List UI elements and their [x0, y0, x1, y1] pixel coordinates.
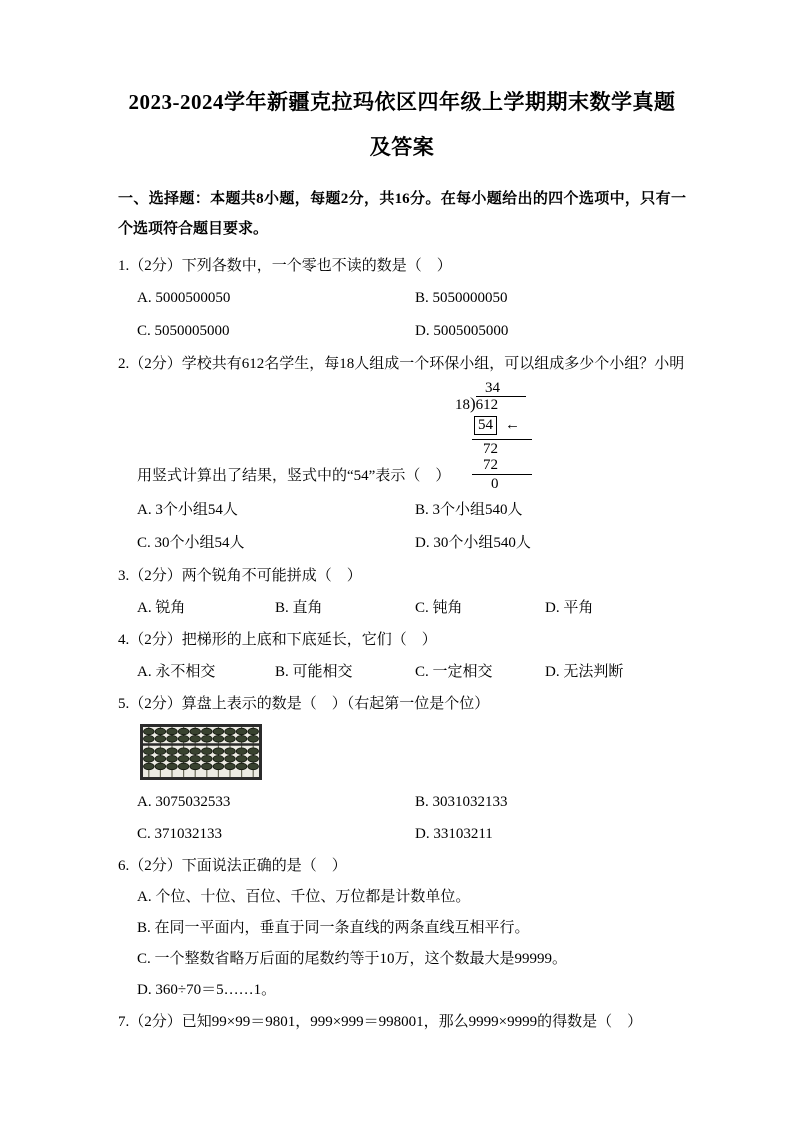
division-product2: 72	[483, 457, 498, 473]
question-5-option-a: A. 3075032533	[137, 794, 231, 810]
question-1-option-c: C. 5050005000	[137, 323, 230, 339]
question-3-option-a: A. 锐角	[137, 600, 186, 616]
question-5-option-d: D. 33103211	[415, 826, 493, 842]
question-1-option-a: A. 5000500050	[137, 290, 231, 306]
question-2-options	[118, 494, 686, 560]
question-6	[118, 850, 686, 1006]
question-4-option-b: B. 可能相交	[275, 664, 353, 680]
question-6-option-a: A. 个位、十位、百位、千位、万位都是计数单位。	[137, 889, 471, 905]
question-1-stem: 1.（2分）下列各数中，一个零也不读的数是（ ）	[118, 258, 452, 274]
question-3-options	[118, 592, 686, 624]
question-4	[118, 624, 686, 688]
question-6-option-c: C. 一个整数省略万后面的尾数约等于10万，这个数最大是99999。	[137, 951, 568, 967]
question-5	[118, 688, 686, 850]
question-6-option-d: D. 360÷70＝5……1。	[137, 982, 277, 998]
section-heading: 一、选择题：本题共8小题，每题2分，共16分。在每小题给出的四个选项中，只有一个选项符合题目要求。	[118, 191, 686, 237]
question-5-stem: 5.（2分）算盘上表示的数是（ ）（右起第一位是个位）	[118, 696, 490, 712]
question-6-options	[118, 882, 686, 1006]
question-4-option-c: C. 一定相交	[415, 664, 493, 680]
question-1	[118, 250, 686, 348]
question-4-stem: 4.（2分）把梯形的上底和下底延长，它们（ ）	[118, 632, 437, 648]
question-4-options	[118, 656, 686, 688]
division-line	[472, 474, 532, 475]
division-row	[455, 396, 526, 413]
left-arrow-icon: ←	[505, 417, 520, 433]
title-line-2: 及答案	[369, 135, 435, 159]
question-4-option-a: A. 永不相交	[137, 664, 216, 680]
question-5-option-c: C. 371032133	[137, 826, 223, 842]
title-line-1: 2023-2024学年新疆克拉玛依区四年级上学期期末数学真题	[128, 90, 676, 114]
question-2-stem-continued: 用竖式计算出了结果，竖式中的“54”表示（ ）	[137, 468, 451, 484]
division-bracket: )	[470, 394, 476, 413]
question-2-option-c: C. 30个小组54人	[137, 535, 245, 551]
abacus-image	[140, 724, 262, 780]
division-step1-boxed: 54	[474, 416, 497, 435]
question-6-stem: 6.（2分）下面说法正确的是（ ）	[118, 858, 347, 874]
division-quotient: 34	[485, 380, 500, 396]
question-2-option-b: B. 3个小组540人	[415, 502, 523, 518]
question-6-option-b: B. 在同一平面内，垂直于同一条直线的两条直线互相平行。	[137, 920, 530, 936]
question-7	[118, 1006, 686, 1038]
question-1-option-d: D. 5005005000	[415, 323, 509, 339]
division-divisor: 18	[455, 397, 470, 413]
question-4-option-d: D. 无法判断	[545, 664, 624, 680]
question-3	[118, 560, 686, 624]
question-2	[118, 348, 686, 560]
question-7-stem: 7.（2分）已知99×99＝9801，999×999＝998001，那么9999×9999的得数是（ ）	[118, 1014, 643, 1030]
question-5-options	[118, 786, 686, 850]
page-title	[118, 80, 686, 170]
question-1-options	[118, 282, 686, 348]
question-3-option-b: B. 直角	[275, 600, 323, 616]
question-5-option-b: B. 3031032133	[415, 794, 508, 810]
question-2-stem: 2.（2分）学校共有612名学生，每18人组成一个环保小组，可以组成多少个小组？小明	[118, 356, 685, 372]
abacus-figure	[140, 724, 686, 780]
question-1-option-b: B. 5050000050	[415, 290, 508, 306]
division-dividend: 612	[476, 396, 527, 413]
division-line	[472, 439, 532, 440]
question-3-stem: 3.（2分）两个锐角不可能拼成（ ）	[118, 568, 362, 584]
long-division-figure	[118, 380, 686, 494]
division-bringdown: 72	[483, 441, 498, 457]
question-3-option-d: D. 平角	[545, 600, 594, 616]
question-2-option-a: A. 3个小组54人	[137, 502, 238, 518]
question-2-option-d: D. 30个小组540人	[415, 535, 531, 551]
question-3-option-c: C. 钝角	[415, 600, 463, 616]
division-remainder: 0	[491, 476, 499, 492]
